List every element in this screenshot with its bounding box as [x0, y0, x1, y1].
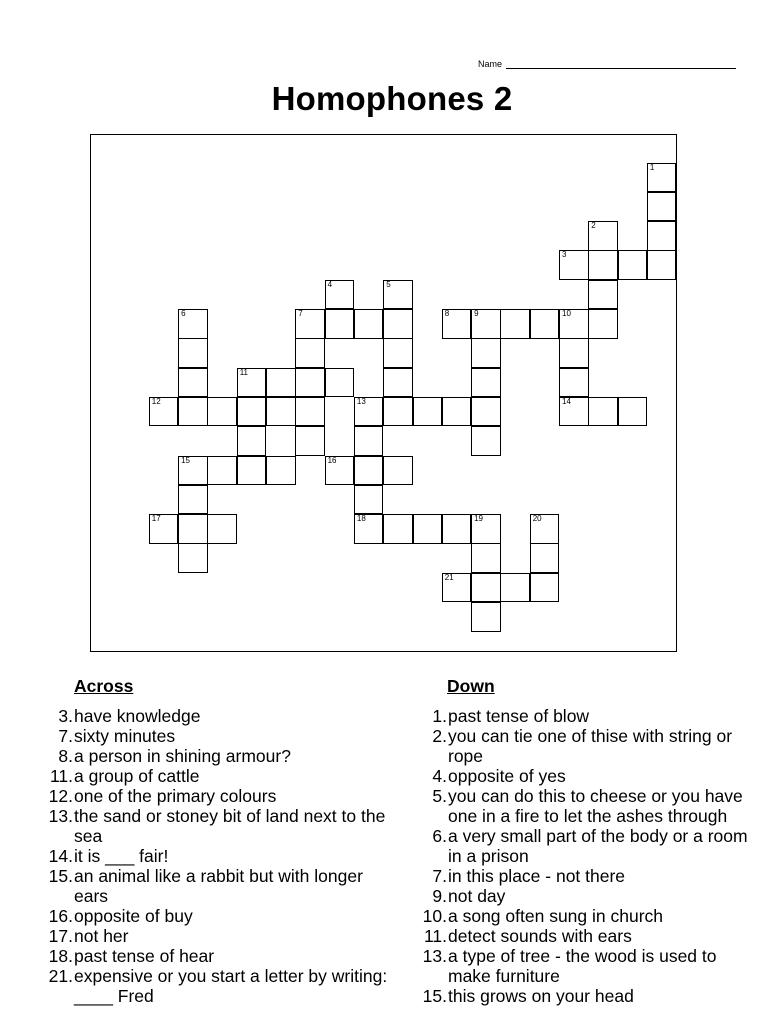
clue-number: 18.: [48, 946, 73, 966]
down-clue: [410, 786, 760, 826]
across-clues: [36, 675, 396, 1006]
crossword-cell[interactable]: [383, 368, 413, 398]
clue-text: in this place - not there: [448, 866, 626, 886]
crossword-cell[interactable]: [354, 514, 384, 544]
clue-number: 12.: [48, 786, 73, 806]
crossword-cell[interactable]: [237, 426, 267, 456]
clue-text: past tense of hear: [74, 946, 215, 966]
across-clue: [36, 946, 396, 966]
clue-number: 14.: [48, 846, 73, 866]
down-clue: [410, 926, 760, 946]
crossword-cell[interactable]: [178, 485, 208, 515]
crossword-cell[interactable]: [588, 309, 618, 339]
crossword-cell[interactable]: [383, 309, 413, 339]
clue-number: 17: [151, 514, 161, 524]
across-clue: [36, 746, 396, 766]
down-clue-list: [410, 706, 760, 1006]
clue-number: 10: [562, 309, 571, 318]
across-clue: [36, 866, 396, 906]
clue-number: 13.: [48, 806, 73, 826]
crossword-cell[interactable]: [383, 338, 413, 368]
across-clue: [36, 846, 396, 866]
crossword-cell[interactable]: [178, 338, 208, 368]
crossword-cell[interactable]: [471, 543, 501, 573]
clue-number: 2.: [432, 726, 447, 746]
clue-number: 9.: [432, 886, 447, 906]
across-clue: [36, 706, 396, 726]
crossword-cell[interactable]: [383, 514, 413, 544]
crossword-cell[interactable]: [237, 397, 267, 427]
crossword-cell[interactable]: [325, 368, 355, 398]
clue-number: 14: [562, 396, 571, 406]
clue-text: opposite of yes: [448, 766, 566, 786]
crossword-cell[interactable]: [325, 280, 355, 310]
clue-number: 19: [474, 514, 483, 524]
clue-number: 10.: [422, 906, 447, 926]
crossword-cell[interactable]: [237, 368, 267, 398]
crossword-cell[interactable]: [178, 397, 208, 427]
crossword-cell[interactable]: [413, 397, 443, 427]
clue-number: 15.: [422, 986, 447, 1006]
clue-number: 3: [562, 250, 567, 260]
clue-number: 17.: [48, 926, 73, 946]
clue-text: you can do this to cheese or you have one in a fire to let the ashes through: [448, 786, 743, 826]
clue-text: one of the primary colours: [74, 786, 277, 806]
crossword-cell[interactable]: [618, 397, 648, 427]
crossword-cell[interactable]: [178, 543, 208, 573]
name-underline[interactable]: [506, 60, 736, 69]
crossword-cell[interactable]: [500, 573, 530, 603]
clue-text: opposite of buy: [74, 906, 193, 926]
crossword-cell[interactable]: [354, 426, 384, 456]
clue-number: 5: [386, 279, 391, 289]
clue-number: 15: [181, 455, 190, 465]
down-clue: [410, 866, 760, 886]
crossword-cell[interactable]: [207, 514, 237, 544]
crossword-cell[interactable]: [618, 250, 648, 280]
crossword-cell[interactable]: [530, 543, 560, 573]
crossword-frame: [90, 134, 677, 652]
crossword-cell[interactable]: [559, 250, 589, 280]
crossword-cell[interactable]: [588, 250, 618, 280]
crossword-cell[interactable]: [471, 309, 501, 339]
clue-text: a song often sung in church: [448, 906, 664, 926]
across-clue: [36, 806, 396, 846]
crossword-cell[interactable]: [295, 338, 325, 368]
crossword-cell[interactable]: [471, 338, 501, 368]
down-clue: [410, 726, 760, 766]
crossword-cell[interactable]: [295, 397, 325, 427]
clue-text: a type of tree - the wood is used to make furniture: [448, 946, 717, 986]
clue-number: 7.: [58, 726, 73, 746]
across-heading: Across: [74, 676, 134, 696]
crossword-cell[interactable]: [354, 485, 384, 515]
crossword-cell[interactable]: [383, 456, 413, 486]
clue-number: 3.: [58, 706, 73, 726]
clue-number: 9: [474, 309, 479, 318]
crossword-cell[interactable]: [647, 250, 677, 280]
down-heading: Down: [447, 676, 495, 696]
crossword-cell[interactable]: [207, 397, 237, 427]
crossword-cell[interactable]: [588, 397, 618, 427]
crossword-cell[interactable]: [207, 456, 237, 486]
crossword-cell[interactable]: [530, 573, 560, 603]
clue-text: not day: [448, 886, 506, 906]
crossword-cell[interactable]: [559, 397, 589, 427]
crossword-cell[interactable]: [442, 514, 472, 544]
crossword-cell[interactable]: [178, 309, 208, 339]
across-clue: [36, 966, 396, 1006]
crossword-cell[interactable]: [178, 514, 208, 544]
clue-text: the sand or stoney bit of land next to the sea: [74, 806, 386, 846]
crossword-cell[interactable]: [354, 309, 384, 339]
clue-number: 4.: [432, 766, 447, 786]
crossword-cell[interactable]: [588, 280, 618, 310]
down-clue: [410, 706, 760, 726]
clue-text: a group of cattle: [74, 766, 200, 786]
crossword-cell[interactable]: [354, 456, 384, 486]
crossword-cell[interactable]: [383, 280, 413, 310]
clue-number: 8.: [58, 746, 73, 766]
clue-number: 16: [327, 455, 337, 465]
down-clues: [410, 675, 760, 1006]
crossword-cell[interactable]: [471, 573, 501, 603]
crossword-cell[interactable]: [559, 338, 589, 368]
clue-number: 13.: [422, 946, 447, 966]
across-clue: [36, 786, 396, 806]
crossword-cell[interactable]: [149, 514, 179, 544]
clue-text: expensive or you start a letter by writing: ____ Fred: [74, 966, 388, 1006]
clue-number: 2: [591, 221, 596, 231]
crossword-cell[interactable]: [471, 426, 501, 456]
crossword-cell[interactable]: [442, 573, 472, 603]
clue-text: a very small part of the body or a room in a prison: [448, 826, 748, 866]
crossword-cell[interactable]: [442, 309, 472, 339]
clue-number: 21: [444, 572, 454, 582]
clue-number: 1.: [432, 706, 447, 726]
clue-number: 7.: [432, 866, 447, 886]
crossword-cell[interactable]: [383, 397, 413, 427]
clue-text: it is ___ fair!: [74, 846, 169, 866]
across-clue: [36, 926, 396, 946]
crossword-cell[interactable]: [413, 514, 443, 544]
crossword-cell[interactable]: [325, 309, 355, 339]
crossword-cell[interactable]: [149, 397, 179, 427]
clue-number: 4: [327, 279, 333, 289]
down-clue: [410, 826, 760, 866]
crossword-cell[interactable]: [442, 397, 472, 427]
across-clue: [36, 726, 396, 746]
crossword-cell[interactable]: [325, 456, 355, 486]
clue-number: 6: [181, 309, 186, 318]
crossword-cell[interactable]: [178, 368, 208, 398]
clue-number: 11: [239, 367, 248, 377]
clue-text: you can tie one of thise with string or rope: [448, 726, 733, 766]
clue-number: 5.: [432, 786, 447, 806]
clue-text: an animal like a rabbit but with longer ears: [74, 866, 363, 906]
clue-text: past tense of blow: [448, 706, 590, 726]
clue-number: 12: [151, 396, 161, 406]
crossword-cell[interactable]: [295, 309, 325, 339]
crossword-cell[interactable]: [647, 221, 677, 251]
crossword-cell[interactable]: [530, 309, 560, 339]
crossword-cell[interactable]: [647, 163, 677, 193]
crossword-cell[interactable]: [471, 368, 501, 398]
clue-number: 7: [298, 309, 303, 318]
page-title: Homophones 2: [271, 80, 513, 117]
crossword-cell[interactable]: [500, 309, 530, 339]
name-label: Name: [478, 59, 503, 69]
clue-number: 21.: [48, 966, 73, 986]
clue-number: 18: [356, 514, 366, 524]
crossword-cell[interactable]: [471, 514, 501, 544]
clue-number: 20: [532, 514, 542, 524]
clue-number: 15.: [48, 866, 73, 886]
crossword-cell[interactable]: [266, 368, 296, 398]
crossword-cell[interactable]: [471, 602, 501, 632]
clue-text: a person in shining armour?: [74, 746, 291, 766]
crossword-cell[interactable]: [588, 221, 618, 251]
crossword-cell[interactable]: [530, 514, 560, 544]
clue-text: detect sounds with ears: [448, 926, 632, 946]
clue-text: have knowledge: [74, 706, 201, 726]
crossword-cell[interactable]: [266, 456, 296, 486]
clue-number: 11.: [49, 766, 73, 786]
clue-text: this grows on your head: [448, 986, 634, 1006]
across-clue: [36, 766, 396, 786]
crossword-cell[interactable]: [559, 309, 589, 339]
clue-number: 13: [356, 396, 366, 406]
clue-text: not her: [74, 926, 129, 946]
clue-text: sixty minutes: [74, 726, 176, 746]
crossword-cell[interactable]: [295, 368, 325, 398]
crossword-cell[interactable]: [647, 192, 677, 222]
down-clue: [410, 906, 760, 926]
clue-number: 1: [649, 162, 655, 172]
crossword-cell[interactable]: [237, 456, 267, 486]
crossword-cell[interactable]: [295, 426, 325, 456]
down-clue: [410, 886, 760, 906]
crossword-cell[interactable]: [559, 368, 589, 398]
down-clue: [410, 946, 760, 986]
crossword-cell[interactable]: [354, 397, 384, 427]
crossword-cell[interactable]: [266, 397, 296, 427]
across-clue: [36, 906, 396, 926]
clue-number: 16.: [48, 906, 73, 926]
down-clue: [410, 986, 760, 1006]
crossword-cell[interactable]: [471, 397, 501, 427]
name-field[interactable]: [478, 59, 736, 69]
across-clue-list: [36, 706, 396, 1006]
crossword-cell[interactable]: [178, 456, 208, 486]
clue-number: 8: [444, 309, 450, 318]
down-clue: [410, 766, 760, 786]
clue-number: 11.: [423, 926, 447, 946]
clue-number: 6.: [432, 826, 447, 846]
